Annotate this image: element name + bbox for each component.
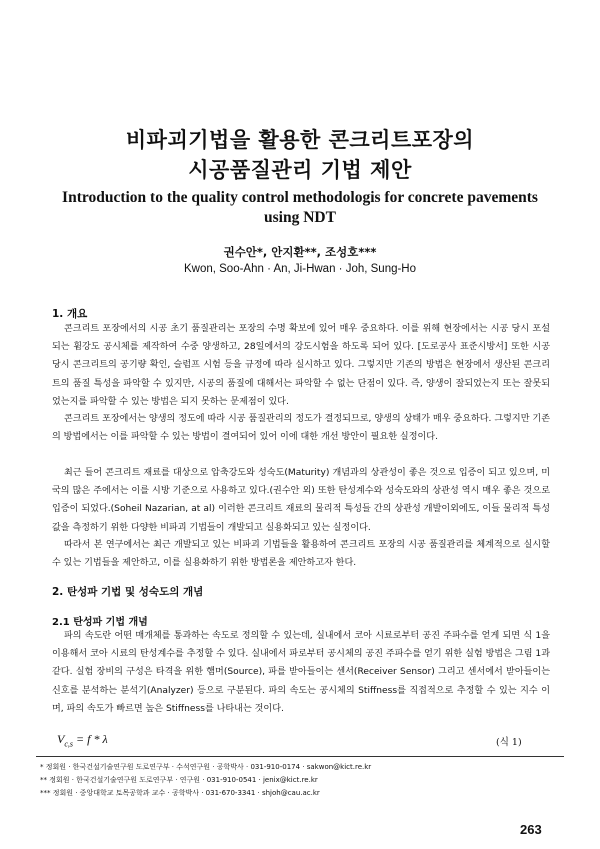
footnote-3: *** 정회원 · 중앙대학교 토목공학과 교수 · 공학박사 · 031-670-3341 · shjoh@cau.ac.kr [40, 789, 320, 797]
page-number: 263 [520, 822, 542, 837]
authors-english: Kwon, Soo-Ahn · An, Ji-Hwan · Joh, Sung-Ho [183, 263, 417, 275]
section-1-paragraph-4: 따라서 본 연구에서는 최근 개발되고 있는 비파괴 기법들을 활용하여 콘크리트 포장의 시공 품질관리를 체계적으로 실시할 수 있는 기법들을 제안하고, 이를 실용화하기 위한 방법론을 제안하고자 한다. [52, 540, 550, 569]
equation-1 [57, 732, 108, 748]
authors-korean: 권수안*, 안지환**, 조성호*** [223, 245, 377, 259]
english-title-line-1: Introduction to the quality control methodologis for concrete pavements [62, 189, 538, 206]
footnote-2: ** 정회원 · 한국건설기술연구원 도로연구부 · 연구원 · 031-910-0541 · jenix@kict.re.kr [40, 776, 318, 784]
equation-number: (식 1) [496, 737, 522, 748]
section-1-paragraph-1: 콘크리트 포장에서의 시공 초기 품질관리는 포장의 수명 확보에 있어 매우 중요하다. 이를 위해 현장에서는 시공 당시 포설되는 휨강도 공시체를 제작하여 수중 양생하고, 28일에서의 강도시험을 하도록 되어 있다. [도로공사 표준시방서] 또한 시공 당시 콘크리트의 공기량 확인, 슬럼프 시험 등을 규정에 따라 실시하고 있다. 그렇지만 기존의 방법은 현장에서 생산된 콘크리트의 품질 특성을 파악할 수 있지만, 시공의 품질에 대해서는 파악할 수 없는 단점이 있다. 즉, 양생이 잘되었는지 또는 잘못되었는지를 파악할 수 있는 방법은 되지 못하는 문제점이 있다. [52, 324, 550, 407]
equation-lhs: V [57, 732, 65, 746]
section-1-paragraph-2: 콘크리트 포장에서는 양생의 정도에 따라 시공 품질관리의 정도가 결정되므로, 양생의 상태가 매우 중요하다. 그렇지만 기존의 방법에서는 이를 파악할 수 있는 방법이 결여되어 있어 이에 대한 개선 방안이 필요한 실정이다. [52, 414, 550, 443]
subsection-2-1-heading: 2.1 탄성파 기법 개념 [52, 617, 148, 628]
english-title-line-2: using NDT [264, 209, 336, 226]
equation-lhs-subscript: c,s [64, 739, 74, 749]
section-2-1-paragraph: 파의 속도란 어떤 매개체를 통과하는 속도로 정의할 수 있는데, 실내에서 코아 시료로부터 공진 주파수를 얻게 되면 식 1을 이용해서 코아 시료의 탄성계수를 추정할 수 있다. 실내에서 파로부터 공시체의 공진 주파수를 얻기 위한 실험 방법은 그림 1과 같다. 실험 장비의 구성은 타격을 위한 햄머(Source), 파를 받아들이는 센서(Receiver Sensor) 그리고 센서에서 받아들이는 신호를 분석하는 분석기(Analyzer) 등으로 구분된다. 파의 속도는 공시체의 Stiffness를 직접적으로 추정할 수 있는 지수 이며, 파의 속도가 빠르면 높은 Stiffness를 나타내는 것이다. [52, 631, 550, 714]
section-2-heading: 2. 탄성파 기법 및 성숙도의 개념 [52, 586, 204, 598]
equation-rhs: = f * λ [76, 732, 108, 746]
section-1-heading: 1. 개요 [52, 308, 88, 320]
footnote-divider [36, 756, 564, 757]
footnote-1: * 정회원 · 한국건설기술연구원 도로연구부 · 수석연구원 · 공학박사 · 031-910-0174 · sakwon@kict.re.kr [40, 763, 372, 771]
section-1-paragraph-3: 최근 들어 콘크리트 재료를 대상으로 압축강도와 성숙도(Maturity) 개념과의 상관성이 좋은 것으로 입증이 되고 있으며, 미국의 많은 주에서는 이를 시방 기준으로 사용하고 있다.(권수안 외) 또한 탄성계수와 성숙도와의 상관성 역시 매우 좋은 것으로 입증이 되었다.(Soheil Nazarian, at al) 이러한 콘크리트 재료의 물리적 특성들 간의 상관성 개발이외에도, 이들 물리적 특성 값을 측정하기 위한 다양한 비파괴 기법들이 개발되고 실용화되고 있는 실정이다. [52, 468, 550, 533]
korean-title-line-1: 비파괴기법을 활용한 콘크리트포장의 [125, 128, 475, 152]
korean-title-line-2: 시공품질관리 기법 제안 [188, 158, 412, 182]
